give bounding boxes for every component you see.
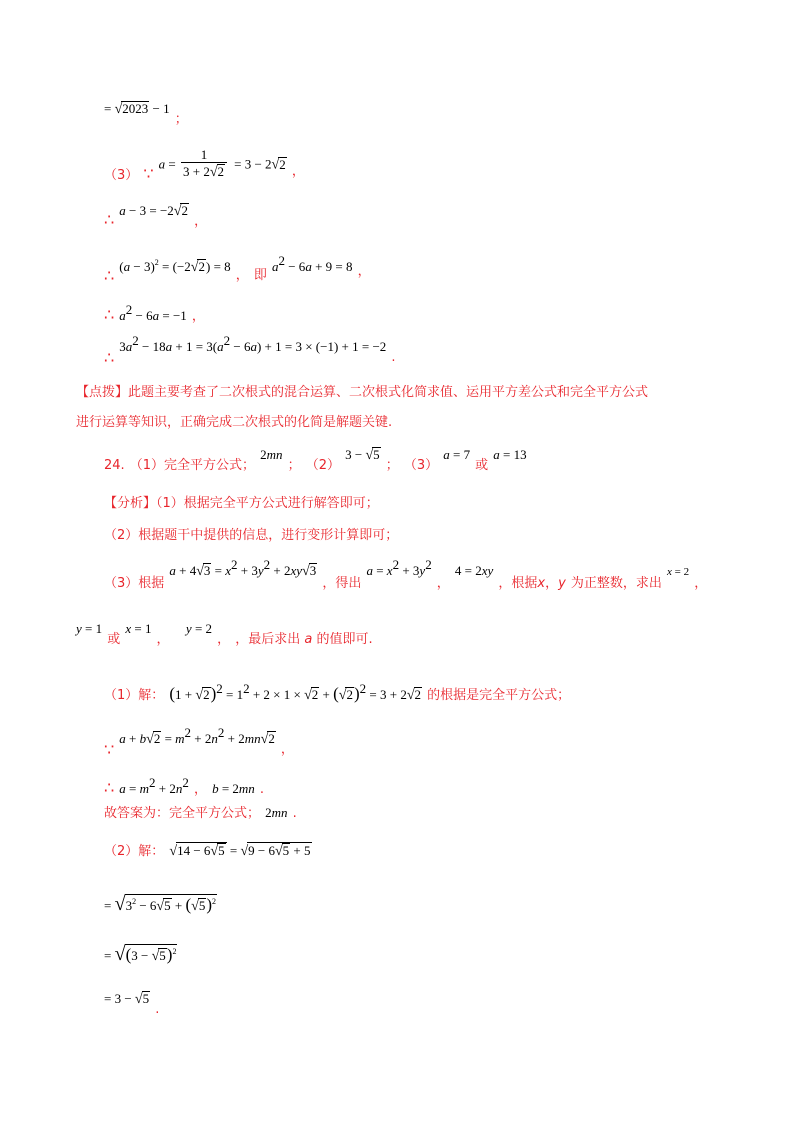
part3-label: （3） [104,167,139,183]
therefore-symbol: ∴ [104,348,115,367]
line-a-minus-3: ∴ a − 3 = −2√2 $_,$ [104,203,208,229]
punct-comma: ， [191,309,205,324]
dianbo-text: 此题主要考查了二次根式的混合运算、二次根式化简求值、运用平方差公式和完全平方公式 [128,385,649,400]
line-square-expansion: ∴ $(a - 3)^2 = (-2√2) = 8$ $_,$ $_即$ $a^2 - 6a + 9 = 8$ $_,$ [104,253,371,285]
punct-comma: ， [194,214,208,229]
sol1-label: （1）解： [104,688,165,703]
punct-period: . [155,1002,160,1017]
punct-period: . [259,782,265,797]
punct-comma: ， [694,576,708,591]
punct-period: . [292,806,297,821]
sol1-answer: 故答案为：完全平方公式； 2mn . [104,805,297,821]
q24-part3: （3） [403,458,439,473]
dianbo-text-2: 进行运算等知识，正确完成二次根式的化简是解题关键. [76,415,393,430]
fenxi-text-2: （2）根据题干中提供的信息，进行变形计算即可； [104,528,399,543]
q24-part2: （2） [305,458,341,473]
fenxi-text-3e: 为正整数，求出 [570,576,662,591]
line-final-value: ∴ $3a^2 - 18a + 1 = 3(a^2 - 6a) + 1 = 3 \times (-1) + 1 = -2$ $_.$ [104,333,396,367]
therefore-symbol: ∴ [104,778,115,797]
dianbo-label: 【点拨】 [76,385,129,400]
fraction: $\frac{1}{3 + 2√2}$ [181,148,227,180]
sol2-line-3: = $√(3 - √5)^2$ [104,943,177,965]
fenxi-text-4b: 的值即可. [316,632,373,647]
punct-comma: ， [280,742,294,757]
punct-comma: ， [193,782,207,797]
therefore-symbol: ∴ [104,266,115,285]
sol2-label: （2）解： [104,844,165,859]
sol1-line-2: ∵ $a + b√2 = m^2 + 2n^2 + 2mn√2$ $_,$ [104,725,294,759]
fenxi-label: 【分析】 [104,496,157,511]
punct-comma: ， [217,632,231,647]
sol1-answer-prefix: 故答案为：完全平方公式； [104,806,261,821]
punct-comma: ， [156,632,170,647]
fenxi-line-3: $_{(3)根据}$ $a + 4√3 = x^2 + 3y^2 + 2xy√3$ $_{,得出}$ $a = x^2 + 3y^2$ $_,$ 4 = 2xy $_{,根据x,y}$ $_{为正整数,求出}$ x = 2 $_,$ [104,557,708,591]
q24-part1: （1）完全平方公式； [129,458,256,473]
fenxi-line-1 [104,497,379,510]
q24-answer-line: $_{24.}$ $_{(1)完全平方公式;}$ 2mn $_;$ $_{(2)}$ 3 − √5 $_;$ $_{(3)}$ a = 7 $_或$ a = 13 [104,447,527,473]
sol2-line-1: （2）解： √14 − 6√5 = √9 − 6√5 + 5 [104,843,311,859]
or-label: 或 [107,632,121,647]
punct-comma: ， [357,264,371,279]
or-label: 或 [475,458,489,473]
line-a2-minus-6a: ∴ $a^2 - 6a = -1$ ， [104,302,205,324]
sol2-line-2: = $√3^2 - 6√5 + (√5)^2$ [104,893,216,915]
sol2-line-4: = 3 − √5 $_.$ [104,991,160,1017]
q24-number: 24. [104,458,125,473]
dianbo-line-1 [76,386,648,399]
fenxi-text-3b: ，得出 [322,576,362,591]
fenxi-line-2 [104,529,398,542]
dianbo-line-2 [76,416,392,429]
ji-label: 即 [253,268,267,283]
therefore-symbol: ∴ [104,210,115,229]
punct-comma: ， [436,576,450,591]
sol1-line-1: （1）解： $(1 + √2)^2 = 1^2 + 2 \times 1 \times √2 + (√2)^2 = 3 + 2√2$ 的根据是完全平方公式； [104,681,571,703]
fenxi-text-3c: ，根据 [498,576,538,591]
punct-semicolon: ； [174,112,188,127]
punct-comma: ， [291,163,305,179]
sol1-tail: 的根据是完全平方公式； [427,688,571,703]
sol1-line-3: ∴ $a = m^2 + 2n^2$ ， b = 2mn . [104,775,265,797]
fenxi-line-4: y = 1 $_或$ x = 1 $_,$ y = 2 $_,$ $_{,最后求出}$ $_a$ $_{的值即可.}$ [76,621,373,647]
therefore-symbol: ∴ [104,305,115,324]
because-symbol: ∵ [104,740,115,759]
line-result-2023: = √2023 − 1 $_;$ [104,101,188,127]
punct-semicolon: ； [287,458,301,473]
punct-period: . [391,350,396,365]
because-symbol: ∵ [143,163,154,183]
fenxi-text-4a: ，最后求出 [235,632,301,647]
punct-semicolon: ； [385,458,399,473]
punct-comma: ， [235,268,249,283]
fenxi-text-3a: （3）根据 [104,576,165,591]
line-part3-a-value: $_{(3)}$ ∵ a = $\frac{1}{3 + 2√2}$ = 3 − 2√2 $_,$ [104,147,305,183]
fenxi-text-1: （1）根据完全平方公式进行解答即可； [156,496,379,511]
